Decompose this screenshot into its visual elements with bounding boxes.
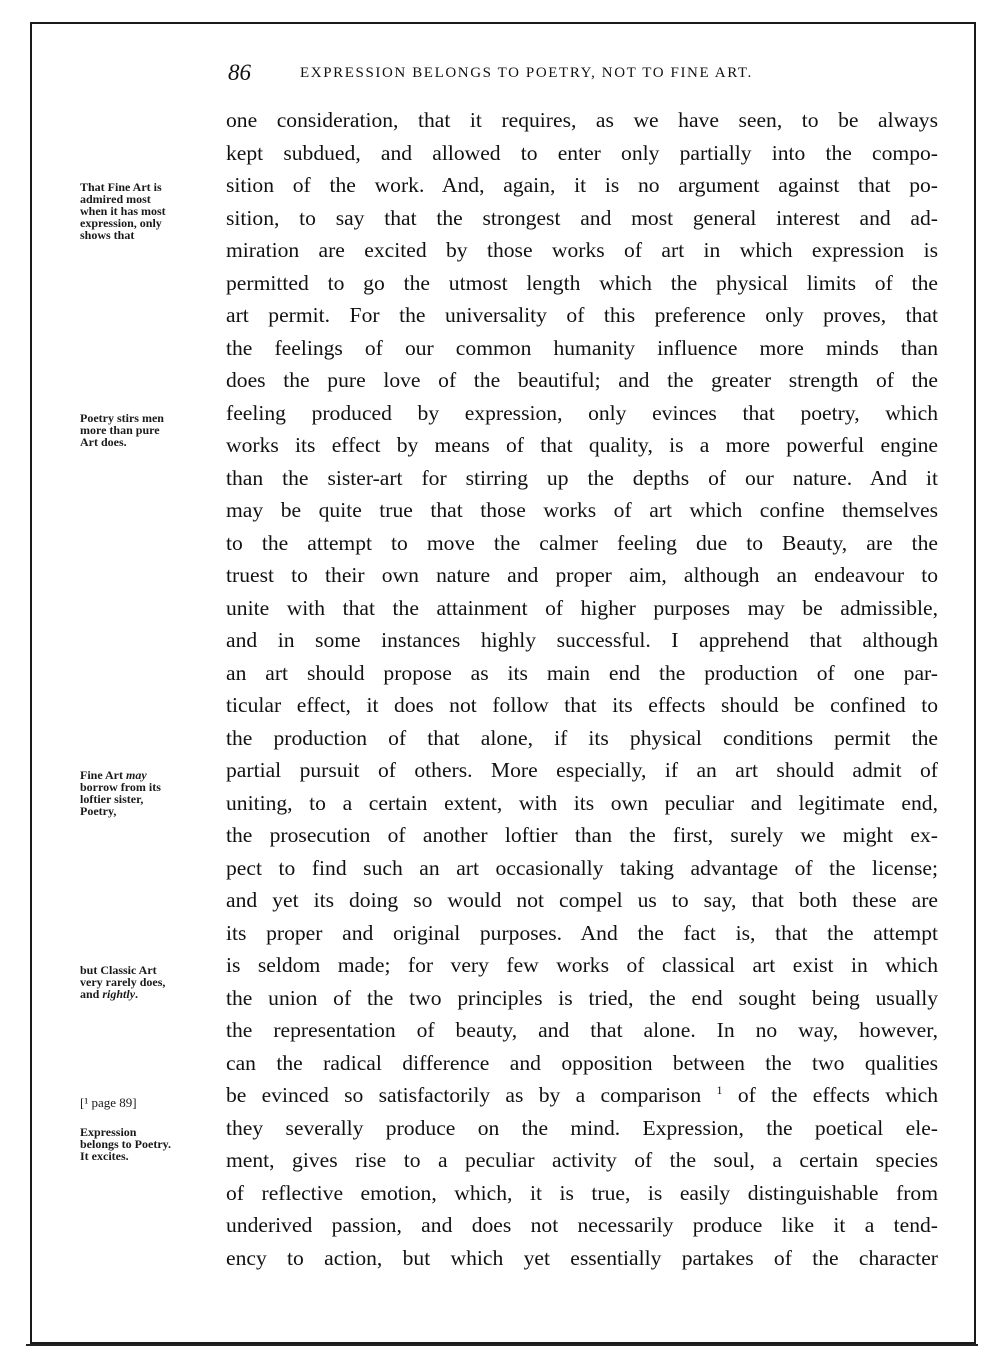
- body-line: art permit. For the universality of this preference only proves, that: [226, 303, 938, 327]
- body-line: partial pursuit of others. More especially, if an art should admit of: [226, 758, 938, 782]
- margin-note-line: It excites.: [80, 1149, 129, 1163]
- margin-note-line: Poetry,: [80, 804, 117, 818]
- body-line: uniting, to a certain extent, with its own peculiar and legitimate end,: [226, 790, 938, 815]
- body-line-part: be evinced so satisfactorily as by a comparison: [226, 1083, 702, 1107]
- body-line: permitted to go the utmost length which the physical limits of the: [226, 270, 938, 295]
- body-line: of reflective emotion, which, it is true, is easily distinguishable from: [226, 1180, 938, 1205]
- body-line: the representation of beauty, and that alone. In no way, however,: [226, 1018, 938, 1042]
- margin-note-line: but Classic Art: [80, 963, 157, 977]
- body-line: sition of the work. And, again, it is no argument against that po-: [226, 173, 938, 197]
- body-line: its proper and original purposes. And the fact is, that the attempt: [226, 920, 938, 945]
- body-line: the prosecution of another loftier than the first, surely we might ex-: [226, 823, 938, 847]
- margin-note-line: shows that: [80, 228, 135, 242]
- body-line-part: of the effects which: [737, 1083, 938, 1107]
- running-title: EXPRESSION BELONGS TO POETRY, NOT TO FINE ART.: [300, 65, 753, 81]
- margin-note-line: That Fine Art is: [80, 180, 162, 194]
- body-line: the union of the two principles is tried, the end sought being usually: [226, 985, 938, 1010]
- body-line: the feelings of our common humanity influence more minds than: [226, 335, 938, 360]
- body-line: miration are excited by those works of art in which expression is: [226, 238, 938, 262]
- margin-note-line: Poetry stirs men: [80, 411, 164, 425]
- margin-note-line: Fine Art may: [80, 768, 147, 782]
- body-line: feeling produced by expression, only evinces that poetry, which: [226, 400, 938, 425]
- body-line: does the pure love of the beautiful; and the greater strength of the: [226, 368, 938, 392]
- page-border-bottom: [26, 1344, 978, 1346]
- body-line: underived passion, and does not necessarily produce like it a tend-: [226, 1213, 938, 1237]
- footnote-marker: 1: [716, 1083, 723, 1097]
- body-line: kept subdued, and allowed to enter only partially into the compo-: [226, 140, 938, 165]
- body-line-with-footnote: [226, 1079, 938, 1112]
- margin-note-line: Art does.: [80, 435, 127, 449]
- body-line: sition, to say that the strongest and most general interest and ad-: [226, 205, 938, 230]
- body-line: works its effect by means of that quality, is a more powerful engine: [226, 433, 938, 457]
- margin-note-line: [¹ page 89]: [80, 1095, 137, 1110]
- margin-note-poetry-stirs: [80, 412, 220, 448]
- body-line: pect to find such an art occasionally taking advantage of the license;: [226, 855, 938, 880]
- margin-note-fine-art-may-borrow: [80, 769, 220, 817]
- body-line: the production of that alone, if its physical conditions permit the: [226, 725, 938, 750]
- margin-note-line: very rarely does,: [80, 975, 166, 989]
- body-line: truest to their own nature and proper aim, although an endeavour to: [226, 563, 938, 587]
- margin-note-line: expression, only: [80, 216, 162, 230]
- body-line: ticular effect, it does not follow that its effects should be confined to: [226, 693, 938, 717]
- body-line: and yet its doing so would not compel us to say, that both these are: [226, 888, 938, 912]
- body-line: an art should propose as its main end the production of one par-: [226, 660, 938, 685]
- page-header: [228, 60, 940, 90]
- margin-note-line: borrow from its: [80, 780, 161, 794]
- page-number: 86: [228, 60, 251, 85]
- body-line: may be quite true that those works of art which confine themselves: [226, 498, 938, 522]
- margin-note-fine-art-admired: [80, 181, 220, 241]
- margin-note-line: more than pure: [80, 423, 160, 437]
- margin-note-line: admired most: [80, 192, 151, 206]
- body-line: than the sister-art for stirring up the depths of our nature. And it: [226, 465, 938, 490]
- margin-note-classic-art: [80, 964, 220, 1000]
- body-text: [226, 104, 938, 1274]
- body-line: ment, gives rise to a peculiar activity of the soul, a certain species: [226, 1148, 938, 1172]
- body-line: is seldom made; for very few works of classical art exist in which: [226, 953, 938, 977]
- body-line: they severally produce on the mind. Expression, the poetical ele-: [226, 1115, 938, 1140]
- margin-note-line: when it has most: [80, 204, 166, 218]
- margin-note-line: belongs to Poetry.: [80, 1137, 171, 1151]
- body-line: to the attempt to move the calmer feeling due to Beauty, are the: [226, 530, 938, 555]
- body-line: one consideration, that it requires, as we have seen, to be always: [226, 108, 938, 132]
- body-line: ency to action, but which yet essentially partakes of the character: [226, 1245, 938, 1270]
- margin-note-line: loftier sister,: [80, 792, 144, 806]
- margin-note-footnote-ref: [80, 1097, 220, 1109]
- margin-note-line: Expression: [80, 1125, 137, 1139]
- body-line: can the radical difference and opposition between the two qualities: [226, 1050, 938, 1075]
- margin-note-line: and rightly.: [80, 987, 139, 1001]
- body-line: and in some instances highly successful. I apprehend that although: [226, 628, 938, 652]
- body-line: unite with that the attainment of higher purposes may be admissible,: [226, 595, 938, 620]
- margin-note-expression-belongs: [80, 1126, 220, 1162]
